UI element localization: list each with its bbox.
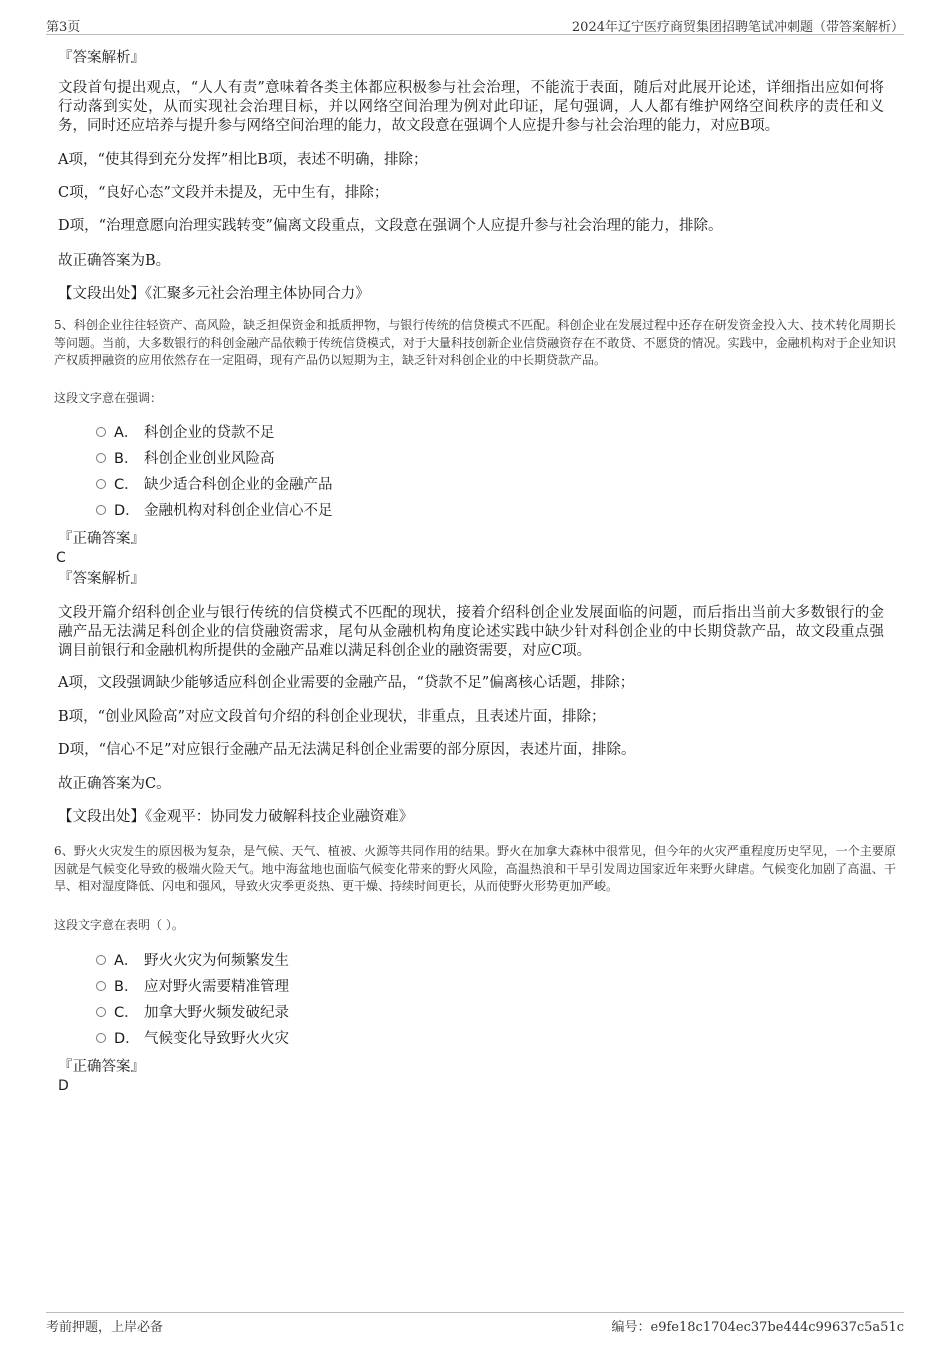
source-line: 【文段出处】《汇聚多元社会治理主体协同合力》 xyxy=(58,286,370,302)
question-5-option-b[interactable]: B． 科创企业创业风险高 xyxy=(96,449,275,469)
radio-icon[interactable] xyxy=(96,1033,106,1043)
question-5-option-d[interactable]: D． 金融机构对科创企业信心不足 xyxy=(96,501,333,521)
question-6-stem: 6、野火火灾发生的原因极为复杂，是气候、天气、植被、火源等共同作用的结果。野火在加拿大森林中很常见，但今年的火灾严重程度历史罕见，一个主要原因就是气候变化导致的极端火险天气。地中海盆地也面临气候变化带来的野火风险，高温热浪和干旱引发周边国家近年来野火肆虐。气候变化加剧了高温、干旱、相对湿度降低、闪电和强风，导致火灾季更炎热、更干燥、持续时间更长，从而使野火形势更加严峻。 xyxy=(54,844,896,893)
analysis-text: 文段开篇介绍科创企业与银行传统的信贷模式不匹配的现状，接着介绍科创企业发展面临的问题，而后指出当前大多数银行的金融产品无法满足科创企业的信贷融资需求，尾句从金融机构角度论述实践中缺少针对科创企业的中长期贷款产品，故文段重点强调目前银行和金融机构所提供的金融产品难以满足科创企业的融资需要，对应C项。 xyxy=(58,605,884,659)
question-6-option-d[interactable]: D． 气候变化导致野火火灾 xyxy=(96,1029,289,1049)
analysis-option-a: A项，文段强调缺少能够适应科创企业需要的金融产品，“贷款不足”偏离核心话题，排除； xyxy=(58,675,635,691)
radio-icon[interactable] xyxy=(96,479,106,489)
radio-icon[interactable] xyxy=(96,427,106,437)
question-6-option-a[interactable]: A． 野火火灾为何频繁发生 xyxy=(96,951,289,971)
analysis-option-b: B项，“创业风险高”对应文段首句介绍的科创企业现状，非重点，且表述片面，排除； xyxy=(58,709,606,725)
question-6-option-b[interactable]: B． 应对野火需要精准管理 xyxy=(96,977,289,997)
analysis-conclusion: 故正确答案为B。 xyxy=(58,253,171,269)
footer-slogan: 考前押题，上岸必备 xyxy=(46,1320,164,1335)
analysis-option-a: A项，“使其得到充分发挥”相比B项，表述不明确，排除； xyxy=(58,152,428,168)
radio-icon[interactable] xyxy=(96,505,106,515)
question-6-prompt: 这段文字意在表明（ ）。 xyxy=(54,918,184,932)
page-footer xyxy=(46,1312,904,1335)
analysis-conclusion: 故正确答案为C。 xyxy=(58,776,171,792)
analysis-label: 『答案解析』 xyxy=(58,50,145,66)
correct-answer-label: 『正确答案』 xyxy=(58,1059,145,1075)
analysis-label: 『答案解析』 xyxy=(58,571,145,587)
analysis-option-d: D项，“治理意愿向治理实践转变”偏离文段重点，文段意在强调个人应提升参与社会治理的能力，排除。 xyxy=(58,218,723,234)
source-line: 【文段出处】《金观平：协同发力破解科技企业融资难》 xyxy=(58,809,414,825)
correct-answer: D xyxy=(58,1078,69,1094)
question-6-option-c[interactable]: C． 加拿大野火频发破纪录 xyxy=(96,1003,289,1023)
page-number: 第3页 xyxy=(46,20,81,35)
document-code: 编号：e9fe18c1704ec37be444c99637c5a51c xyxy=(611,1320,904,1335)
analysis-option-c: C项，“良好心态”文段并未提及，无中生有，排除； xyxy=(58,185,389,201)
question-5-stem: 5、科创企业往往轻资产、高风险，缺乏担保资金和抵质押物，与银行传统的信贷模式不匹配。科创企业在发展过程中还存在研发资金投入大、技术转化周期长等问题。当前，大多数银行的科创金融产品依赖于传统信贷模式，对于大量科技创新企业信贷融资存在不敢贷、不愿贷的情况。实践中，金融机构对于企业知识产权质押融资的应用依然存在一定阻碍，现有产品仍以短期为主，缺乏针对科创企业的中长期贷款产品。 xyxy=(54,318,896,367)
analysis-option-d: D项，“信心不足”对应银行金融产品无法满足科创企业需要的部分原因，表述片面，排除。 xyxy=(58,742,636,758)
correct-answer: C xyxy=(56,550,66,566)
document-title: 2024年辽宁医疗商贸集团招聘笔试冲刺题（带答案解析） xyxy=(571,20,904,35)
question-5-option-c[interactable]: C． 缺少适合科创企业的金融产品 xyxy=(96,475,333,495)
question-5-prompt: 这段文字意在强调： xyxy=(54,391,163,405)
radio-icon[interactable] xyxy=(96,955,106,965)
radio-icon[interactable] xyxy=(96,981,106,991)
correct-answer-label: 『正确答案』 xyxy=(58,531,145,547)
radio-icon[interactable] xyxy=(96,1007,106,1017)
question-5-option-a[interactable]: A． 科创企业的贷款不足 xyxy=(96,423,275,443)
analysis-text: 文段首句提出观点，“人人有责”意味着各类主体都应积极参与社会治理，不能流于表面，随后对此展开论述，详细指出应如何将行动落到实处，从而实现社会治理目标，并以网络空间治理为例对此印证，尾句强调，人人都有维护网络空间秩序的责任和义务，同时还应培养与提升参与网络空间治理的能力，故文段意在强调个人应提升参与社会治理的能力，对应B项。 xyxy=(58,80,884,134)
page-header xyxy=(46,14,904,35)
radio-icon[interactable] xyxy=(96,453,106,463)
